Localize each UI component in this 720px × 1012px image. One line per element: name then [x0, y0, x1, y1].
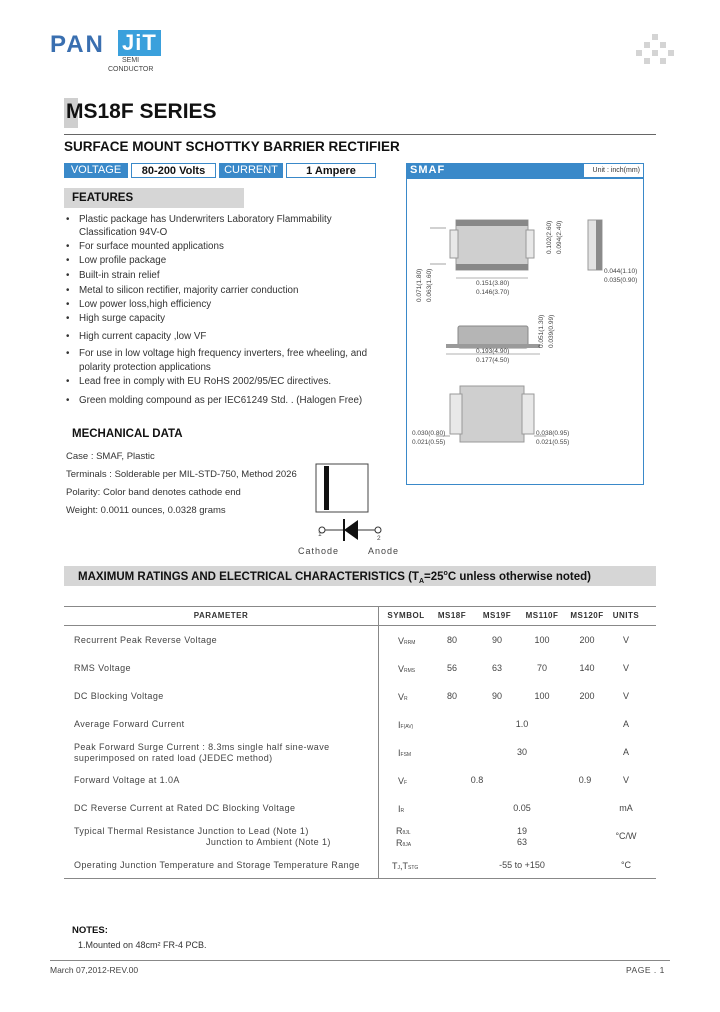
dim-label: 0.038(0.95)	[536, 430, 570, 437]
table-row: RMS Voltage	[74, 663, 131, 673]
col-header-ms18f: MS18F	[437, 611, 467, 620]
col-header-symbol: SYMBOL	[387, 611, 425, 620]
dim-label: 0.102(2.60)	[546, 220, 553, 254]
value-cell: 30	[516, 747, 527, 757]
dim-label: 0.030(0.80)	[412, 430, 446, 437]
logo-pan: PAN	[50, 31, 105, 58]
dim-label: 0.021(0.55)	[412, 439, 446, 446]
table-rule	[378, 606, 379, 878]
diode-symbol-icon	[290, 460, 410, 560]
table-row: Peak Forward Surge Current : 8.3ms single half sine-wave	[74, 742, 330, 752]
current-label: CURRENT	[219, 163, 283, 178]
mechanical-title: MECHANICAL DATA	[72, 428, 183, 440]
dim-label: 0.063(1.60)	[426, 268, 433, 302]
symbol-cell: IF(AV)	[398, 720, 414, 730]
value-cell: 80	[446, 691, 457, 701]
value-cell: 0.8	[470, 775, 484, 785]
unit-cell: V	[622, 635, 629, 645]
col-header-ms120f: MS120F	[570, 611, 604, 620]
symbol-cell: RθJA	[396, 838, 412, 848]
current-value: 1 Ampere	[286, 163, 376, 178]
decor-dots-icon	[636, 34, 676, 68]
col-header-ms19f: MS19F	[482, 611, 512, 620]
table-row: Operating Junction Temperature and Storage Temperature Range	[74, 860, 360, 870]
dim-label: 0.039(0.99)	[548, 314, 555, 348]
col-header-parameter: PARAMETER	[193, 611, 249, 620]
symbol-cell: VF	[398, 776, 408, 786]
mechanical-item: Polarity: Color band denotes cathode end	[66, 487, 241, 498]
table-row: DC Reverse Current at Rated DC Blocking Voltage	[74, 803, 296, 813]
table-row: Forward Voltage at 1.0A	[74, 775, 180, 785]
logo-conductor: CONDUCTOR	[108, 66, 154, 73]
table-rule	[64, 878, 656, 879]
cathode-label: Cathode	[298, 546, 340, 556]
symbol-cell: VR	[398, 692, 408, 702]
unit-cell: A	[622, 719, 629, 729]
dim-label: 0.177(4.50)	[476, 357, 510, 364]
unit-cell: mA	[619, 803, 633, 813]
dim-label: 0.151(3.80)	[476, 280, 510, 287]
symbol-cell: IR	[398, 804, 405, 814]
package-name: SMAF	[406, 163, 644, 178]
unit-cell: A	[622, 747, 629, 757]
series-title: MS18F SERIES	[66, 100, 217, 123]
value-cell: 0.9	[578, 775, 592, 785]
footer-divider	[50, 960, 670, 961]
value-cell: 200	[579, 635, 595, 645]
package-unit: Unit : inch(mm)	[592, 167, 640, 174]
unit-cell: V	[622, 775, 629, 785]
symbol-cell: IFSM	[398, 748, 412, 758]
footer-revision: March 07,2012-REV.00	[50, 965, 139, 975]
value-cell: 70	[536, 663, 547, 673]
table-row: superimposed on rated load (JEDEC method)	[74, 753, 273, 763]
logo-jit: JiT	[118, 30, 161, 56]
table-rule	[64, 606, 656, 607]
value-cell: -55 to +150	[499, 860, 545, 870]
value-cell: 63	[491, 663, 502, 673]
table-row: Recurrent Peak Reverse Voltage	[74, 635, 218, 645]
unit-cell: V	[622, 691, 629, 701]
voltage-value: 80-200 Volts	[131, 163, 216, 178]
value-cell: 90	[491, 635, 502, 645]
unit-cell: °C	[620, 860, 632, 870]
value-cell: 100	[534, 691, 550, 701]
table-row: DC Blocking Voltage	[74, 691, 164, 701]
pin-1-label: 1	[318, 531, 322, 538]
value-cell: 100	[534, 635, 550, 645]
table-rule	[64, 625, 656, 626]
mechanical-item: Weight: 0.0011 ounces, 0.0328 grams	[66, 505, 226, 516]
table-row: Junction to Ambient (Note 1)	[206, 837, 331, 847]
symbol-cell: VRMS	[398, 664, 416, 674]
dim-label: 0.146(3.70)	[476, 289, 510, 296]
col-header-units: UNITS	[612, 611, 640, 620]
footer-page-number: PAGE . 1	[626, 965, 665, 975]
dim-label: 0.051(1.30)	[538, 314, 545, 348]
mechanical-item: Case : SMAF, Plastic	[66, 451, 155, 462]
unit-cell: V	[622, 663, 629, 673]
notes-title: NOTES:	[72, 925, 108, 936]
symbol-cell: RθJL	[396, 826, 411, 836]
value-cell: 56	[446, 663, 457, 673]
symbol-cell: VRRM	[398, 636, 416, 646]
note-item: 1.Mounted on 48cm² FR-4 PCB.	[78, 940, 207, 950]
value-cell: 0.05	[513, 803, 531, 813]
divider	[64, 134, 656, 135]
table-row: Typical Thermal Resistance Junction to Lead (Note 1)	[74, 826, 309, 836]
value-cell: 90	[491, 691, 502, 701]
table-row: Average Forward Current	[74, 719, 185, 729]
dim-label: 0.193(4.90)	[476, 348, 510, 355]
value-cell: 200	[579, 691, 595, 701]
pin-2-label: 2	[377, 535, 381, 542]
value-cell: 80	[446, 635, 457, 645]
dim-label: 0.021(0.55)	[536, 439, 570, 446]
value-cell: 1.0	[515, 719, 529, 729]
mechanical-item: Terminals : Solderable per MIL-STD-750, Method 2026	[66, 469, 297, 480]
dim-label: 0.044(1.10)	[604, 268, 638, 275]
symbol-cell: TJ,TSTG	[392, 861, 419, 871]
col-header-ms110f: MS110F	[525, 611, 559, 620]
unit-cell: °C/W	[615, 831, 637, 841]
value-cell: 19	[516, 826, 527, 836]
features-title: FEATURES	[72, 192, 134, 204]
brand-logo	[50, 28, 190, 78]
dim-label: 0.035(0.90)	[604, 277, 638, 284]
dim-label: 0.071(1.80)	[416, 268, 423, 302]
value-cell: 63	[516, 837, 527, 847]
ratings-title: MAXIMUM RATINGS AND ELECTRICAL CHARACTERISTICS ($T_A=25^oC$ unless otherwise noted)	[78, 570, 591, 586]
logo-semi: SEMI	[122, 57, 140, 64]
page-title: SURFACE MOUNT SCHOTTKY BARRIER RECTIFIER	[64, 139, 400, 154]
voltage-label: VOLTAGE	[64, 163, 128, 178]
dim-label: 0.094(2.40)	[556, 220, 563, 254]
value-cell: 140	[579, 663, 595, 673]
anode-label: Anode	[368, 546, 400, 556]
